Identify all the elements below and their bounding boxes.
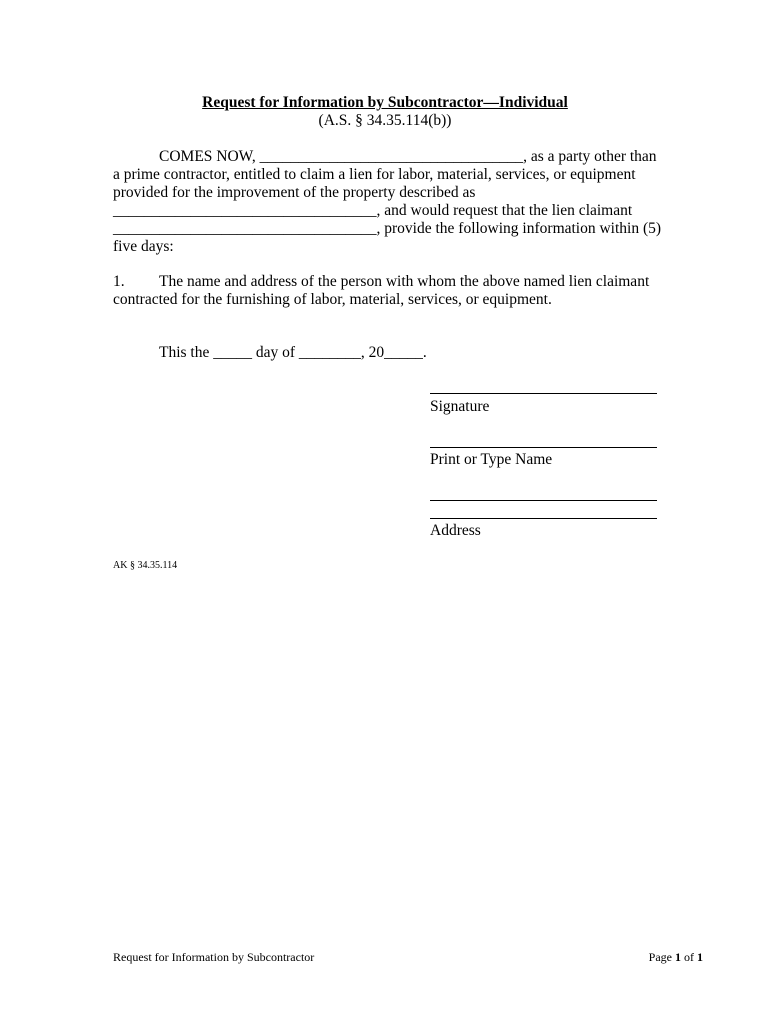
address-label: Address — [430, 522, 481, 539]
item-text: The name and address of the person with whom the above named lien claimant — [159, 273, 650, 290]
paragraph-line: COMES NOW, __________________________________, as a party other than — [159, 148, 657, 165]
paragraph-line: a prime contractor, entitled to claim a lien for labor, material, services, or equipment — [113, 166, 636, 183]
address-line-1[interactable] — [430, 500, 657, 501]
signature-line[interactable] — [430, 393, 657, 394]
claimant-name-blank[interactable]: __________________________________ — [259, 148, 524, 165]
address-line-2[interactable] — [430, 518, 657, 519]
date-line[interactable]: This the _____ day of ________, 20_____. — [159, 344, 427, 361]
signature-label: Signature — [430, 398, 490, 415]
paragraph-line: provided for the improvement of the property described as — [113, 184, 476, 201]
footer-title: Request for Information by Subcontractor — [113, 950, 315, 964]
item-text: contracted for the furnishing of labor, material, services, or equipment. — [113, 291, 552, 308]
print-name-line[interactable] — [430, 447, 657, 448]
lien-claimant-line: __________________________________, provide the following information within (5) — [113, 220, 662, 237]
page-number: Page 1 of 1 — [648, 950, 703, 964]
paragraph-line: five days: — [113, 238, 174, 255]
statute-reference: AK § 34.35.114 — [113, 560, 178, 571]
item-number: 1. — [113, 273, 125, 290]
document-title: Request for Information by Subcontractor—Individual — [202, 94, 568, 111]
print-name-label: Print or Type Name — [430, 451, 553, 468]
property-description-line: __________________________________, and would request that the lien claimant — [113, 202, 633, 219]
statute-citation: (A.S. § 34.35.114(b)) — [318, 112, 452, 129]
